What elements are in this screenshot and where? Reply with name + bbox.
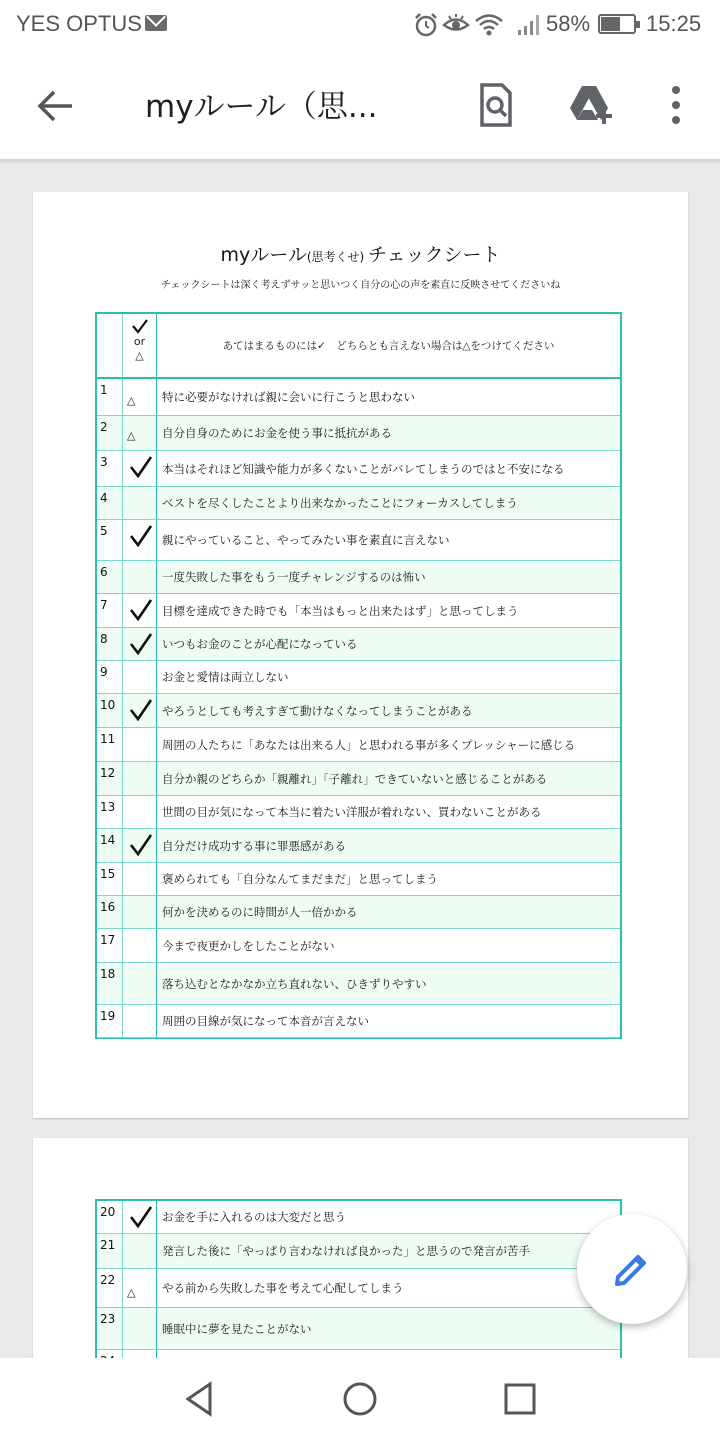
app-toolbar xyxy=(0,50,720,160)
row-mark-cell xyxy=(123,416,157,450)
row-statement: 本当はそれほど知識や能力が多くないことがバレてしまうのではと不安になる xyxy=(162,461,565,476)
row-statement: 自分自身のためにお金を使う事に抵抗がある xyxy=(162,426,392,440)
checklist-table-continued xyxy=(95,1199,622,1376)
row-mark-cell xyxy=(123,863,157,895)
checkmark-icon xyxy=(129,698,153,722)
row-statement: やろうとしても考えすぎて動けなくなってしまうことがある xyxy=(162,703,473,718)
row-mark-cell xyxy=(123,728,157,761)
signal-icon xyxy=(516,12,544,36)
row-mark-cell xyxy=(123,1201,157,1233)
sheet-title xyxy=(33,240,688,267)
triangle-mark: △ xyxy=(127,429,136,442)
table-row xyxy=(97,896,620,929)
checklist-table xyxy=(95,312,622,1039)
table-row xyxy=(97,694,620,728)
row-number: 18 xyxy=(97,963,123,1004)
table-row xyxy=(97,829,620,863)
table-row xyxy=(97,1269,620,1308)
row-mark-cell xyxy=(123,829,157,862)
row-statement: 睡眠中に夢を見たことがない xyxy=(162,1321,312,1336)
table-row xyxy=(97,728,620,762)
row-statement: やる前から失敗した事を考えて心配してしまう xyxy=(162,1281,404,1295)
document-title: myルール（思... xyxy=(145,89,378,125)
alarm-icon xyxy=(413,12,439,38)
row-mark-cell xyxy=(123,561,157,593)
back-triangle-icon[interactable] xyxy=(180,1379,220,1419)
row-mark-cell xyxy=(123,1234,157,1268)
home-circle-icon[interactable] xyxy=(340,1379,380,1419)
battery-icon xyxy=(598,14,636,34)
eye-comfort-icon xyxy=(442,12,470,36)
sheet-title-paren: (思考くせ) xyxy=(306,250,365,264)
row-number: 13 xyxy=(97,796,123,828)
mail-icon xyxy=(145,15,167,31)
wifi-icon xyxy=(474,12,504,38)
system-navigation-bar xyxy=(0,1358,720,1440)
find-in-document-button[interactable] xyxy=(470,80,520,130)
row-number: 4 xyxy=(97,487,123,519)
row-statement: 親にやっていること、やってみたい事を素直に言えない xyxy=(162,533,450,547)
row-statement: 一度失敗した事をもう一度チャレンジするのは怖い xyxy=(162,570,426,584)
row-number: 23 xyxy=(97,1308,123,1349)
edit-fab-button[interactable] xyxy=(577,1214,687,1324)
pencil-icon xyxy=(610,1247,654,1291)
row-number: 19 xyxy=(97,1005,123,1037)
document-page-1 xyxy=(33,192,688,1118)
row-statement: いつもお金のことが心配になっている xyxy=(162,637,358,651)
header-number-cell xyxy=(97,314,123,377)
back-arrow-icon[interactable] xyxy=(34,84,78,128)
row-mark-cell xyxy=(123,1005,157,1037)
table-row xyxy=(97,963,620,1005)
checkmark-icon xyxy=(129,1205,153,1229)
triangle-mark: △ xyxy=(127,394,136,407)
table-row xyxy=(97,1201,620,1234)
row-statement: 自分だけ成功する事に罪悪感がある xyxy=(162,838,346,853)
row-mark-cell xyxy=(123,628,157,660)
row-mark-cell xyxy=(123,796,157,828)
add-to-drive-button[interactable] xyxy=(566,80,616,130)
row-statement: 今まで夜更かしをしたことがない xyxy=(162,938,335,953)
row-statement: 特に必要がなければ親に会いに行こうと思わない xyxy=(162,390,415,404)
header-or-label: or xyxy=(133,335,146,348)
row-mark-cell xyxy=(123,1308,157,1349)
header-instruction: あてはまるものには✓ どちらとも言えない場合は△をつけてください xyxy=(222,340,555,352)
row-mark-cell xyxy=(123,694,157,727)
table-row xyxy=(97,929,620,963)
sheet-title-main: myルール xyxy=(220,244,307,266)
table-row xyxy=(97,561,620,594)
table-body xyxy=(97,379,620,1038)
row-mark-cell xyxy=(123,520,157,560)
table-row xyxy=(97,796,620,829)
row-number: 10 xyxy=(97,694,123,727)
row-mark-cell xyxy=(123,1269,157,1307)
row-statement: 周囲の目線が気になって本音が言えない xyxy=(162,1014,369,1028)
table-row xyxy=(97,863,620,896)
row-statement: 褒められても「自分なんてまだまだ」と思ってしまう xyxy=(162,872,438,886)
table-row xyxy=(97,1005,620,1038)
row-number: 7 xyxy=(97,594,123,627)
row-number: 5 xyxy=(97,520,123,560)
battery-percent: 58% xyxy=(546,11,591,36)
row-statement: ベストを尽くしたことより出来なかったことにフォーカスしてしまう xyxy=(162,496,518,510)
row-mark-cell xyxy=(123,762,157,795)
row-statement: 発言した後に「やっぱり言わなければ良かった」と思うので発言が苦手 xyxy=(162,1244,530,1258)
clock-time: 15:25 xyxy=(646,11,702,36)
sheet-title-rest: チェックシート xyxy=(368,244,501,266)
table-row xyxy=(97,416,620,451)
table-row xyxy=(97,762,620,796)
checkmark-icon xyxy=(129,524,153,548)
status-bar xyxy=(0,0,720,50)
carrier-label: YES OPTUS xyxy=(16,11,142,36)
row-statement: 何かを決めるのに時間が人一倍かかる xyxy=(162,905,358,919)
row-number: 1 xyxy=(97,379,123,415)
table-row xyxy=(97,520,620,561)
row-statement: 落ち込むとなかなか立ち直れない、ひきずりやすい xyxy=(162,976,427,991)
table-row xyxy=(97,487,620,520)
table-row xyxy=(97,594,620,628)
row-mark-cell xyxy=(123,929,157,962)
checkmark-icon xyxy=(129,598,153,622)
table-row xyxy=(97,628,620,661)
row-number: 11 xyxy=(97,728,123,761)
table-row xyxy=(97,1234,620,1269)
row-number: 16 xyxy=(97,896,123,928)
checkmark-icon xyxy=(129,632,153,656)
row-mark-cell xyxy=(123,594,157,627)
row-mark-cell xyxy=(123,661,157,693)
row-number: 14 xyxy=(97,829,123,862)
row-mark-cell xyxy=(123,379,157,415)
row-number: 20 xyxy=(97,1201,123,1233)
triangle-mark: △ xyxy=(127,1286,136,1299)
row-number: 22 xyxy=(97,1269,123,1307)
row-statement: お金と愛情は両立しない xyxy=(162,670,289,684)
row-number: 15 xyxy=(97,863,123,895)
row-mark-cell xyxy=(123,963,157,1004)
recents-square-icon[interactable] xyxy=(500,1379,540,1419)
row-statement: 目標を達成できた時でも「本当はもっと出来たはず」と思ってしまう xyxy=(162,603,519,618)
checkmark-icon xyxy=(131,318,149,334)
row-number: 17 xyxy=(97,929,123,962)
row-number: 21 xyxy=(97,1234,123,1268)
table-row xyxy=(97,661,620,694)
row-mark-cell xyxy=(123,487,157,519)
table-row xyxy=(97,451,620,487)
row-number: 6 xyxy=(97,561,123,593)
row-statement: お金を手に入れるのは大変だと思う xyxy=(162,1210,346,1224)
row-mark-cell xyxy=(123,451,157,486)
row-mark-cell xyxy=(123,896,157,928)
more-options-icon[interactable] xyxy=(651,80,701,130)
row-number: 2 xyxy=(97,416,123,450)
table-row xyxy=(97,1308,620,1350)
header-triangle-label: △ xyxy=(135,349,144,362)
table-header xyxy=(97,314,620,379)
row-number: 12 xyxy=(97,762,123,795)
row-number: 3 xyxy=(97,451,123,486)
sheet-subtitle: チェックシートは深く考えずサッと思いつく自分の心の声を素直に反映させてくださいね xyxy=(160,280,561,291)
row-statement: 自分か親のどちらか「親離れ」「子離れ」できていないと感じることがある xyxy=(162,771,548,786)
table-body-continued xyxy=(97,1201,620,1376)
checkmark-icon xyxy=(129,455,153,479)
table-row xyxy=(97,379,620,416)
row-statement: 周囲の人たちに「あなたは出来る人」と思われる事が多くプレッシャーに感じる xyxy=(162,737,576,752)
row-statement: 世間の目が気になって本当に着たい洋服が着れない、買わないことがある xyxy=(162,805,542,819)
row-number: 9 xyxy=(97,661,123,693)
checkmark-icon xyxy=(129,833,153,857)
header-mark-cell xyxy=(123,314,157,377)
row-number: 8 xyxy=(97,628,123,660)
